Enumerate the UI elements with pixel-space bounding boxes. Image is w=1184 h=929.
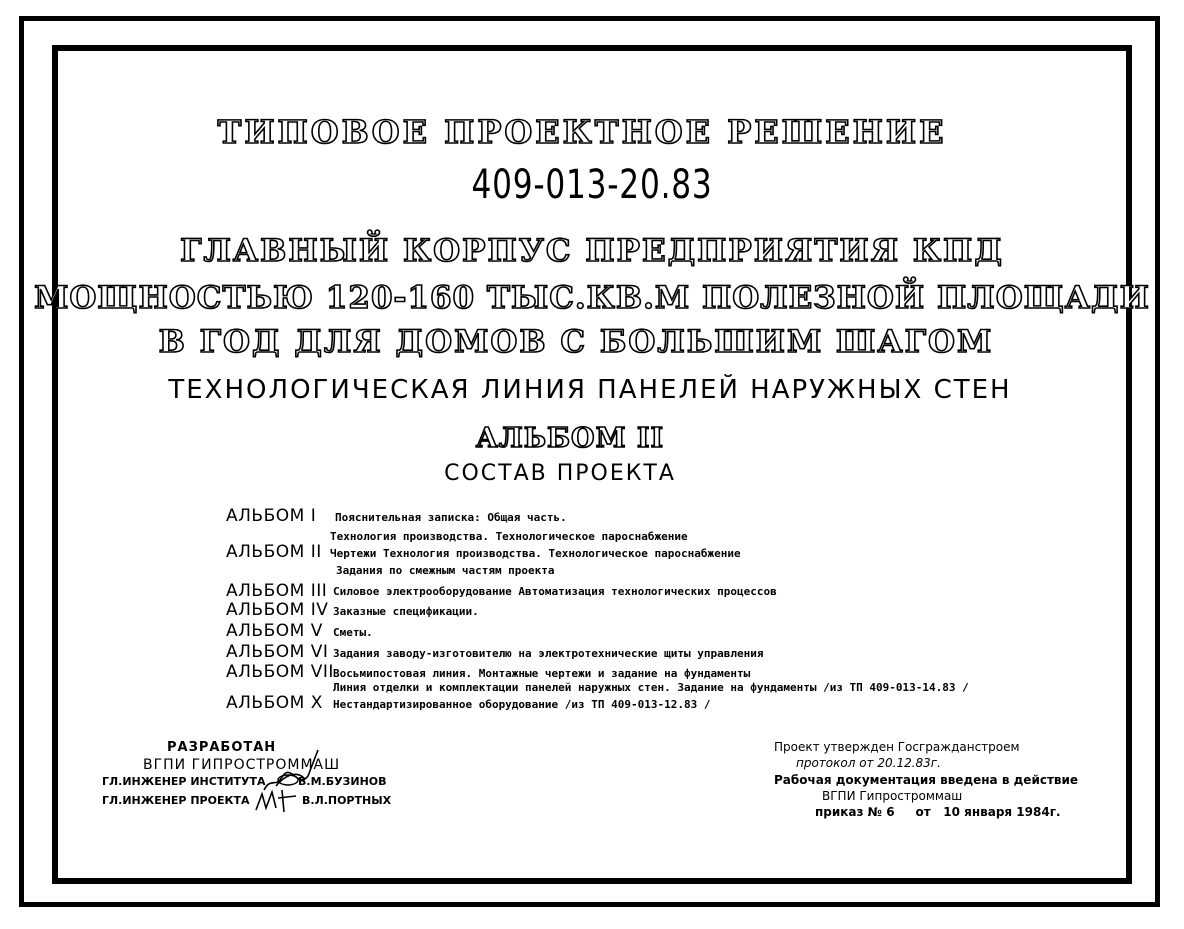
album-6-label: АЛЬБОМ VI	[226, 642, 329, 662]
album-5-label: АЛЬБОМ V	[226, 621, 323, 641]
album-10-desc: Нестандартизированное оборудование /из ТП 409-013-12.83 /	[333, 698, 711, 711]
album-7-desc-1: Восьмипостовая линия. Монтажные чертежи и задание на фундаменты	[333, 667, 751, 680]
project-code: 409-013-20.83	[471, 162, 713, 208]
album-5-desc: Сметы.	[333, 626, 373, 639]
album-4-label: АЛЬБОМ IV	[226, 600, 329, 620]
approval-line-3: Рабочая документация введена в действие	[774, 773, 1079, 787]
album-3-desc: Силовое электрооборудование Автоматизация технологических процессов	[333, 585, 777, 598]
album-label: АЛЬБОМ II	[475, 423, 665, 454]
album-7-desc-2: Линия отделки и комплектации панелей наружных стен. Задание на фундаменты /из ТП 409-013-14.83 /	[333, 681, 969, 694]
album-7-label: АЛЬБОМ VII	[226, 662, 334, 682]
chief-engineer-project-name: В.Л.ПОРТНЫХ	[302, 794, 392, 807]
album-3-label: АЛЬБОМ III	[226, 581, 328, 601]
album-4-desc: Заказные спецификации.	[333, 605, 479, 618]
album-2-desc-3: Задания по смежным частям проекта	[336, 564, 555, 577]
chief-engineer-institute-name: В.М.БУЗИНОВ	[298, 775, 387, 788]
album-1-label: АЛЬБОМ I	[226, 506, 317, 526]
approval-line-1: Проект утвержден Госгражданстроем	[774, 740, 1020, 754]
chief-engineer-project-label: ГЛ.ИНЖЕНЕР ПРОЕКТА	[102, 794, 250, 807]
approval-line-5: приказ № 6 от 10 января 1984г.	[815, 805, 1061, 819]
album-2-desc-1: Технология производства. Технологическое пароснабжение	[330, 530, 688, 543]
approval-line-2: протокол от 20.12.83г.	[796, 756, 941, 770]
developer-heading: РАЗРАБОТАН	[167, 740, 277, 755]
composition-title: СОСТАВ ПРОЕКТА	[444, 461, 676, 486]
album-2-label: АЛЬБОМ II	[226, 542, 322, 562]
approval-line-4: ВГПИ Гипростроммаш	[822, 789, 963, 803]
album-2-desc-2: Чертежи Технология производства. Технологическое пароснабжение	[330, 547, 741, 560]
subject-line-4: ТЕХНОЛОГИЧЕСКАЯ ЛИНИЯ ПАНЕЛЕЙ НАРУЖНЫХ СТЕН	[168, 375, 1012, 405]
subject-line-3: В ГОД ДЛЯ ДОМОВ С БОЛЬШИМ ШАГОМ	[158, 324, 994, 360]
subject-line-2: МОЩНОСТЬЮ 120-160 ТЫС.КВ.М ПОЛЕЗНОЙ ПЛОЩАДИ	[34, 280, 1150, 316]
album-6-desc: Задания заводу-изготовителю на электротехнические щиты управления	[333, 647, 764, 660]
chief-engineer-institute-label: ГЛ.ИНЖЕНЕР ИНСТИТУТА	[102, 775, 266, 788]
subject-line-1: ГЛАВНЫЙ КОРПУС ПРЕДПРИЯТИЯ КПД	[180, 233, 1004, 269]
signature-project	[252, 786, 302, 816]
developer-org: ВГПИ ГИПРОСТРОММАШ	[143, 757, 341, 773]
album-10-label: АЛЬБОМ X	[226, 693, 323, 713]
album-1-desc: Пояснительная записка: Общая часть.	[335, 511, 567, 524]
document-title: ТИПОВОЕ ПРОЕКТНОЕ РЕШЕНИЕ	[217, 113, 947, 151]
